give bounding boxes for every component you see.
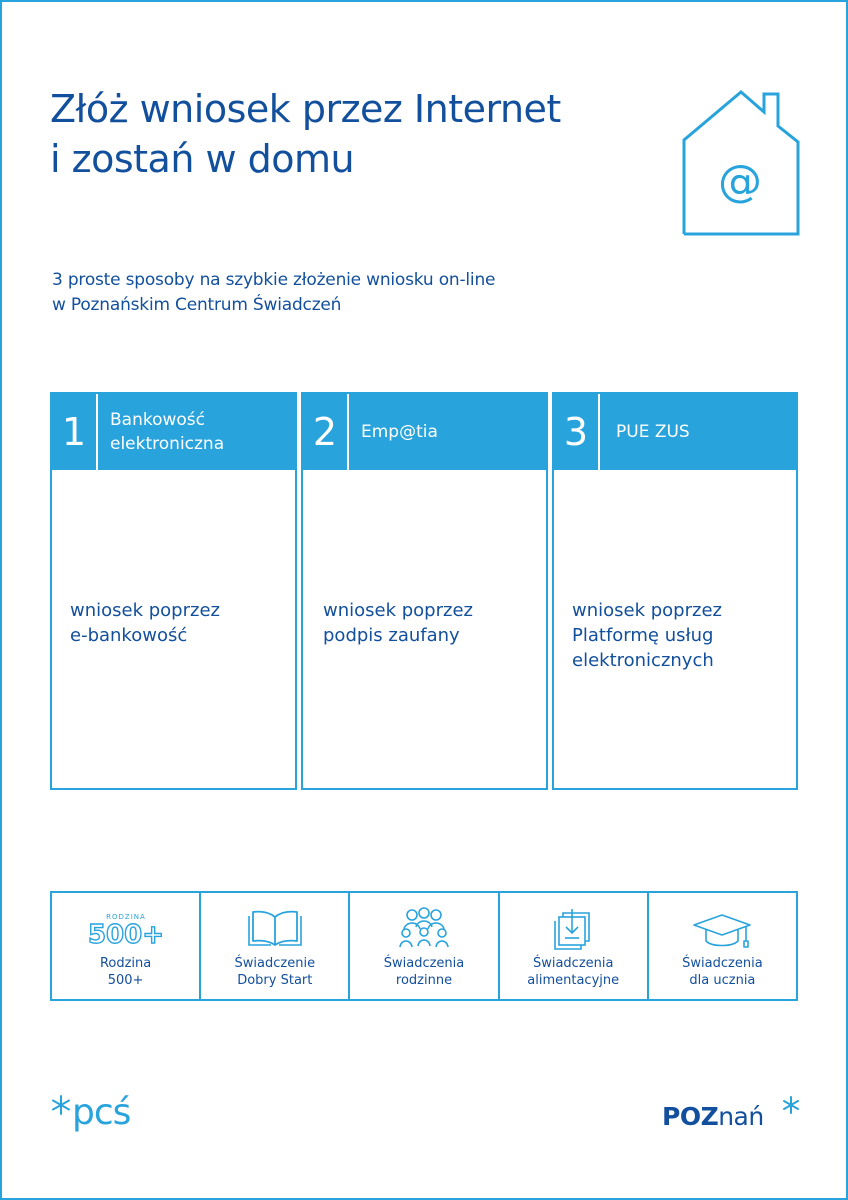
benefits-strip: [50, 891, 798, 1001]
benefit-label: [350, 955, 497, 989]
method-label-line-1: PUE ZUS: [616, 422, 690, 442]
benefit-label: [52, 955, 199, 989]
method-description-line-1: wniosek poprzez: [323, 600, 473, 621]
method-description-line-1: wniosek poprzez: [70, 600, 220, 621]
method-label: [110, 394, 224, 470]
rodzina-logo-small-text: RODZINA: [105, 913, 146, 921]
benefit-label-line-1: Świadczenia: [682, 956, 763, 971]
benefit-label: [649, 955, 796, 989]
method-label-line-1: Bankowość: [110, 410, 206, 430]
method-card-banking: [50, 392, 297, 790]
method-card-pue-zus: [552, 392, 798, 790]
poznan-star-icon: [782, 1096, 800, 1114]
benefit-label-line-2: rodzinne: [395, 973, 453, 988]
method-number: 1: [61, 410, 87, 454]
divider: [598, 394, 600, 470]
open-book-icon: [243, 907, 307, 951]
method-label: [616, 394, 690, 470]
title-line-1: Złóż wniosek przez Internet: [50, 87, 561, 131]
benefit-rodzinne: [350, 893, 499, 999]
subtitle-line-2: w Poznańskim Centrum Świadczeń: [52, 295, 342, 315]
method-description-line-2: Platformę usług: [572, 625, 714, 646]
method-card-header: [554, 394, 796, 470]
method-description: [70, 598, 220, 648]
method-number: 2: [312, 410, 338, 454]
house-at-symbol: @: [718, 156, 762, 207]
subtitle-line-1: 3 proste sposoby na szybkie złożenie wniosku on-line: [52, 270, 496, 290]
house-at-icon: [680, 88, 802, 236]
method-description: [572, 598, 722, 673]
method-card-header: [52, 394, 295, 470]
divider: [96, 394, 98, 470]
method-number: 3: [563, 410, 589, 454]
method-label-line-2: elektroniczna: [110, 434, 225, 454]
benefit-label: [201, 955, 348, 989]
method-description: [323, 598, 473, 648]
divider: [347, 394, 349, 470]
method-card-empatia: [301, 392, 548, 790]
benefit-label-line-1: Rodzina: [99, 956, 152, 971]
pcs-logo: pcś: [72, 1092, 131, 1133]
subtitle: [52, 268, 495, 318]
benefit-label-line-2: Dobry Start: [237, 973, 313, 988]
graduation-cap-icon: [690, 907, 754, 951]
method-label: [361, 394, 438, 470]
method-description-line-3: elektronicznych: [572, 650, 714, 671]
benefit-label-line-1: Świadczenia: [532, 956, 614, 971]
poznan-logo-light: nań: [718, 1102, 764, 1131]
poznan-logo-bold: POZ: [662, 1102, 719, 1131]
rodzina-logo-big-text: 500+: [87, 920, 164, 950]
benefit-alimentacyjne: [500, 893, 649, 999]
pcs-star-icon: [50, 1094, 72, 1116]
method-description-line-1: wniosek poprzez: [572, 600, 722, 621]
method-card-header: [303, 394, 546, 470]
method-description-line-2: e-bankowość: [70, 625, 188, 646]
rodzina-500-plus-icon: [87, 907, 164, 951]
method-description-line-2: podpis zaufany: [323, 625, 460, 646]
benefit-dla-ucznia: [649, 893, 796, 999]
benefit-label-line-2: alimentacyjne: [527, 973, 620, 988]
title-line-2: i zostań w domu: [50, 137, 355, 181]
method-label-line-1: Emp@tia: [361, 422, 438, 442]
benefit-label-line-1: Świadczenie: [234, 956, 316, 971]
benefit-label: [500, 955, 647, 989]
benefit-label-line-2: dla ucznia: [689, 973, 756, 988]
benefit-dobry-start: [201, 893, 350, 999]
page-title: [50, 84, 561, 184]
benefit-label-line-2: 500+: [107, 973, 144, 988]
documents-download-icon: [541, 907, 605, 951]
benefit-rodzina-500: [52, 893, 201, 999]
poznan-logo: [662, 1100, 764, 1134]
benefit-label-line-1: Świadczenia: [383, 956, 465, 971]
family-icon: [392, 907, 456, 951]
